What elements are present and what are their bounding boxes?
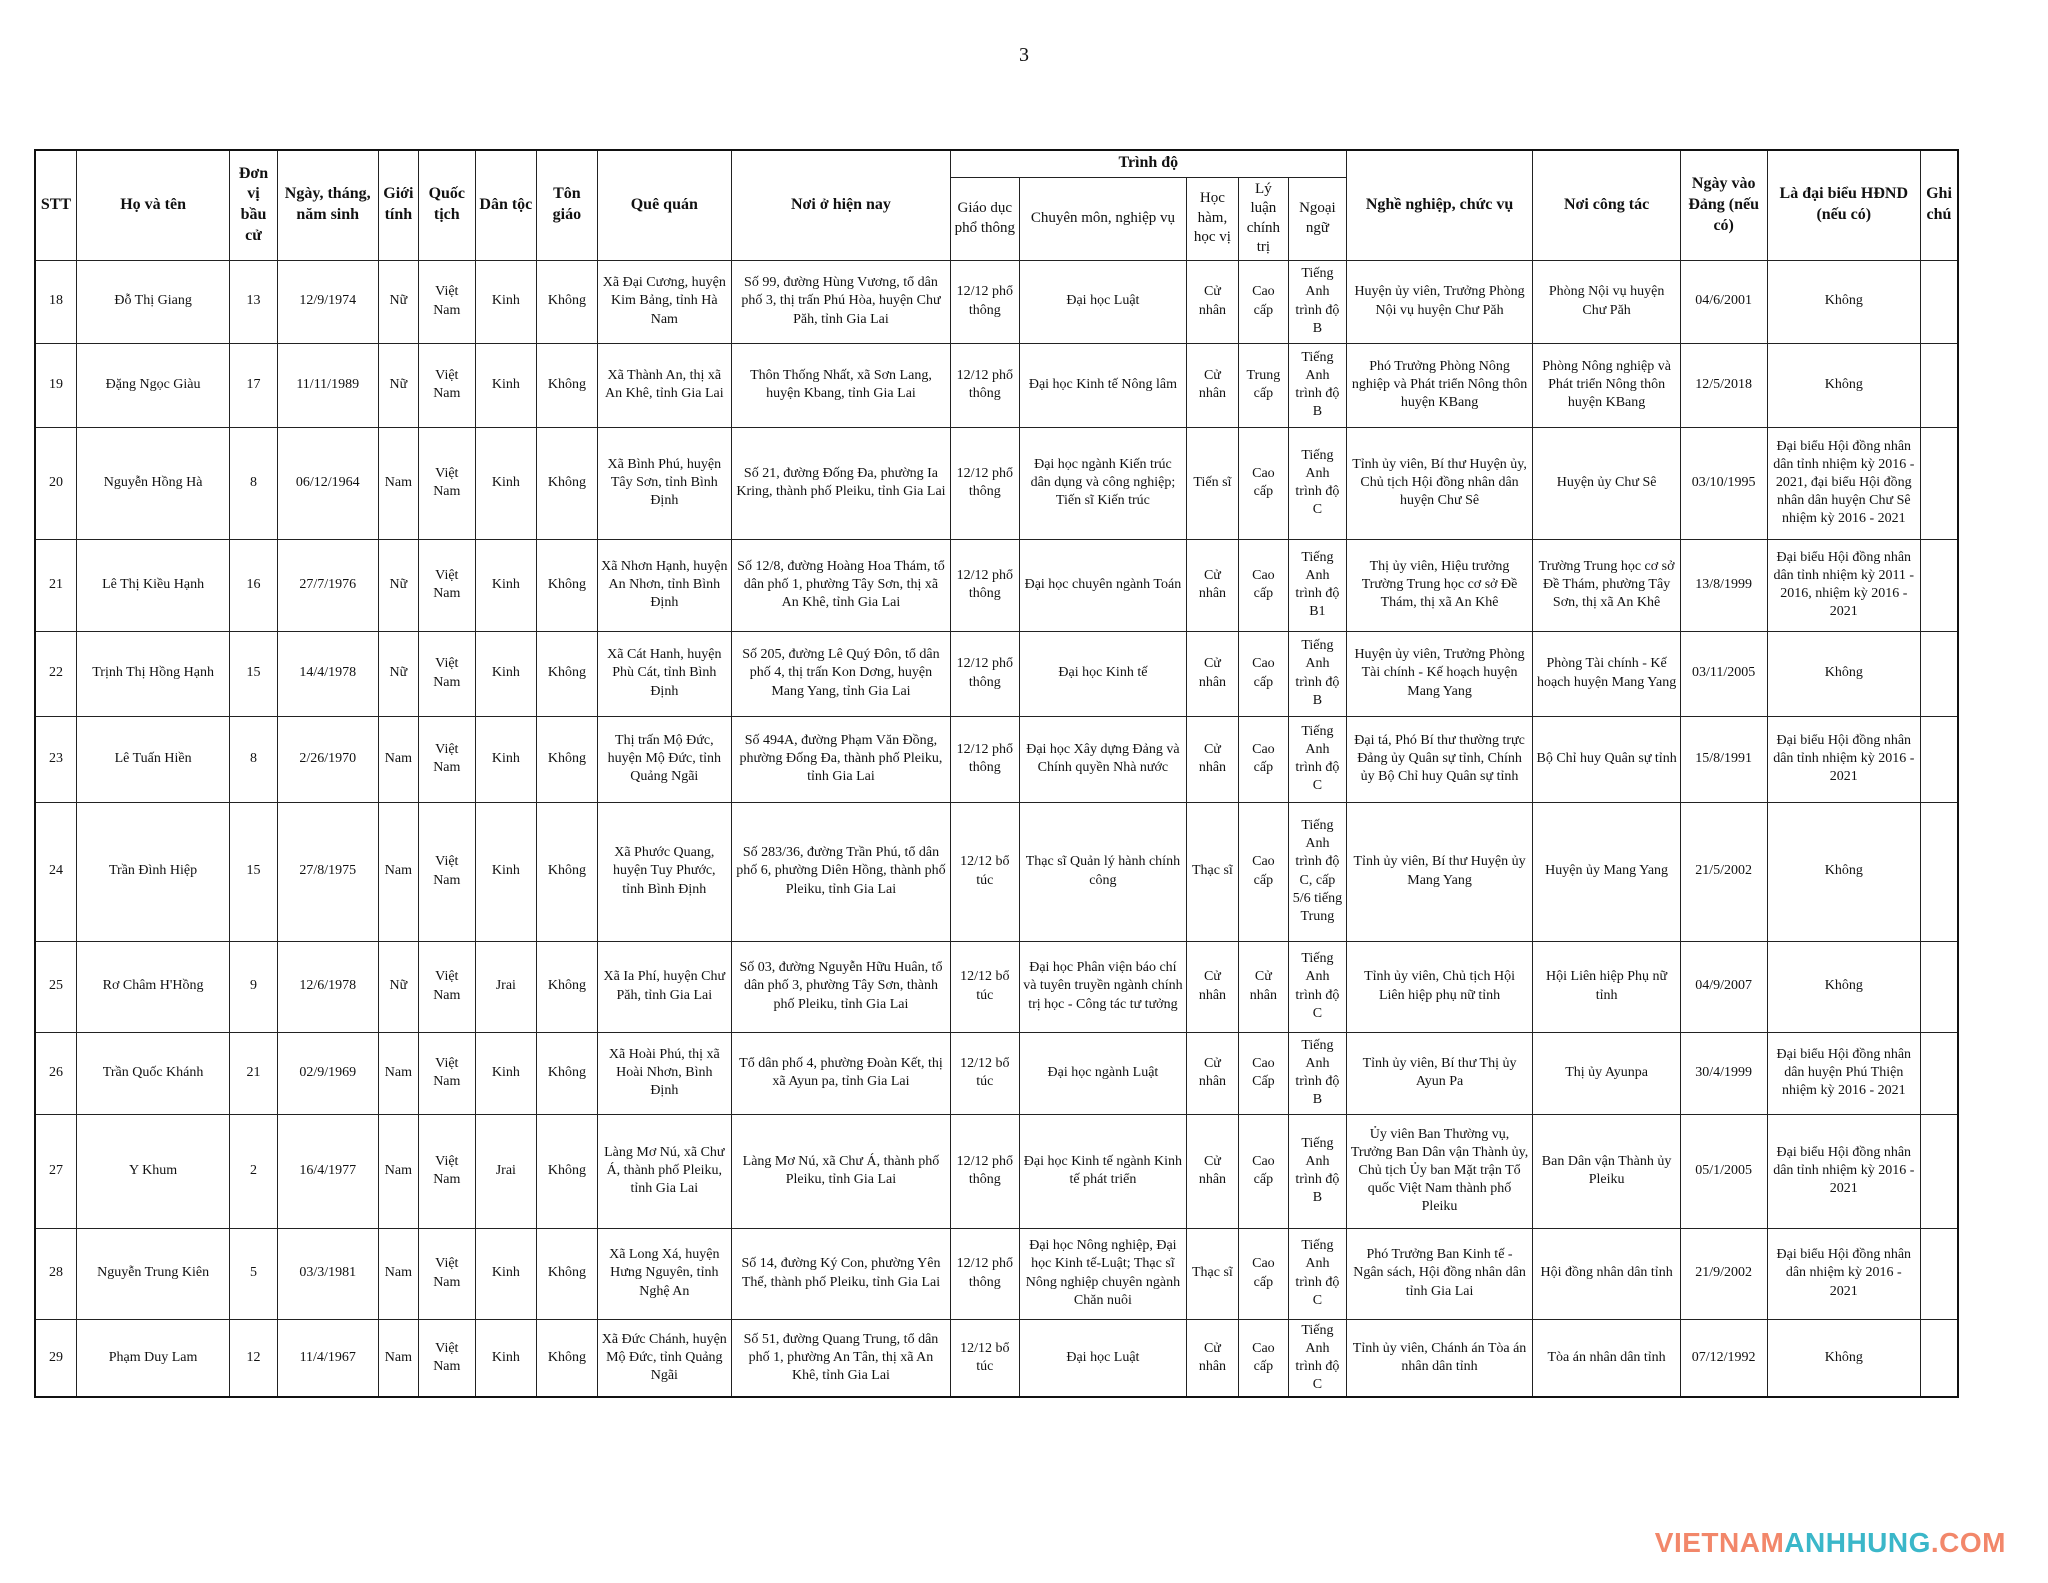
- table-row: [35, 1114, 1958, 1228]
- cell-ethnic: Kinh: [475, 802, 537, 941]
- table-row: [35, 343, 1958, 427]
- cell-party-date: 03/11/2005: [1680, 631, 1767, 716]
- cell-nation: Việt Nam: [419, 1114, 476, 1228]
- cell-major: Đại học Luật: [1019, 260, 1187, 343]
- cell-religion: Không: [537, 1319, 598, 1397]
- table-row: [35, 260, 1958, 343]
- cell-delegate: Không: [1767, 941, 1920, 1032]
- cell-job: Phó Trưởng Phòng Nông nghiệp và Phát triển Nông thôn huyện KBang: [1346, 343, 1533, 427]
- cell-sex: Nữ: [378, 260, 418, 343]
- cell-unit: 8: [230, 427, 277, 539]
- cell-workplace: Phòng Nội vụ huyện Chư Păh: [1533, 260, 1680, 343]
- cell-ethnic: Kinh: [475, 539, 537, 631]
- cell-sex: Nữ: [378, 343, 418, 427]
- cell-note: [1921, 941, 1959, 1032]
- cell-nation: Việt Nam: [419, 343, 476, 427]
- cell-unit: 8: [230, 716, 277, 802]
- cell-name: Y Khum: [76, 1114, 229, 1228]
- cell-note: [1921, 802, 1959, 941]
- col-workplace: Nơi công tác: [1533, 150, 1680, 260]
- col-religion: Tôn giáo: [537, 150, 598, 260]
- cell-residence: Thôn Thống Nhất, xã Sơn Lang, huyện Kbang, tỉnh Gia Lai: [731, 343, 950, 427]
- cell-party-date: 15/8/1991: [1680, 716, 1767, 802]
- cell-ethnic: Kinh: [475, 716, 537, 802]
- cell-degree: Cử nhân: [1187, 343, 1238, 427]
- cell-ethnic: Jrai: [475, 1114, 537, 1228]
- cell-job: Tỉnh ủy viên, Bí thư Thị ủy Ayun Pa: [1346, 1032, 1533, 1114]
- cell-sex: Nam: [378, 1319, 418, 1397]
- watermark: [1655, 1527, 2006, 1559]
- cell-major: Đại học chuyên ngành Toán: [1019, 539, 1187, 631]
- cell-residence: Số 51, đường Quang Trung, tổ dân phố 1, phường An Tân, thị xã An Khê, tỉnh Gia Lai: [731, 1319, 950, 1397]
- cell-stt: 20: [35, 427, 76, 539]
- cell-residence: Số 494A, đường Phạm Văn Đồng, phường Đống Đa, thành phố Pleiku, tỉnh Gia Lai: [731, 716, 950, 802]
- cell-dob: 03/3/1981: [277, 1228, 378, 1319]
- cell-delegate: Đại biểu Hội đồng nhân dân huyện Phú Thiện nhiệm kỳ 2016 - 2021: [1767, 1032, 1920, 1114]
- cell-language: Tiếng Anh trình độ C, cấp 5/6 tiếng Trung: [1289, 802, 1347, 941]
- cell-sex: Nam: [378, 1114, 418, 1228]
- cell-gdpt: 12/12 bổ túc: [950, 941, 1019, 1032]
- cell-religion: Không: [537, 260, 598, 343]
- cell-residence: Số 99, đường Hùng Vương, tổ dân phố 3, thị trấn Phú Hòa, huyện Chư Păh, tỉnh Gia Lai: [731, 260, 950, 343]
- cell-dob: 02/9/1969: [277, 1032, 378, 1114]
- cell-stt: 22: [35, 631, 76, 716]
- cell-note: [1921, 1032, 1959, 1114]
- cell-workplace: Huyện ủy Chư Sê: [1533, 427, 1680, 539]
- cell-language: Tiếng Anh trình độ C: [1289, 941, 1347, 1032]
- cell-dob: 27/7/1976: [277, 539, 378, 631]
- cell-workplace: Ban Dân vận Thành ủy Pleiku: [1533, 1114, 1680, 1228]
- cell-delegate: Đại biểu Hội đồng nhân dân tỉnh nhiệm kỳ 2011 - 2016, nhiệm kỳ 2016 - 2021: [1767, 539, 1920, 631]
- table-row: [35, 802, 1958, 941]
- cell-religion: Không: [537, 1228, 598, 1319]
- cell-sex: Nữ: [378, 631, 418, 716]
- cell-note: [1921, 631, 1959, 716]
- cell-job: Huyện ủy viên, Trưởng Phòng Nội vụ huyện Chư Păh: [1346, 260, 1533, 343]
- cell-delegate: Không: [1767, 1319, 1920, 1397]
- cell-gdpt: 12/12 bổ túc: [950, 1032, 1019, 1114]
- cell-gdpt: 12/12 bổ túc: [950, 802, 1019, 941]
- cell-delegate: Đại biểu Hội đồng nhân dân tỉnh nhiệm kỳ 2016 - 2021: [1767, 716, 1920, 802]
- cell-dob: 11/11/1989: [277, 343, 378, 427]
- cell-note: [1921, 343, 1959, 427]
- cell-residence: Số 03, đường Nguyễn Hữu Huân, tổ dân phố 3, phường Tây Sơn, thành phố Pleiku, tỉnh Gia Lai: [731, 941, 950, 1032]
- cell-hometown: Thị trấn Mộ Đức, huyện Mộ Đức, tỉnh Quảng Ngãi: [597, 716, 731, 802]
- cell-stt: 29: [35, 1319, 76, 1397]
- cell-ethnic: Kinh: [475, 1032, 537, 1114]
- table-row: [35, 427, 1958, 539]
- cell-unit: 5: [230, 1228, 277, 1319]
- cell-unit: 15: [230, 802, 277, 941]
- cell-degree: Tiến sĩ: [1187, 427, 1238, 539]
- header-row-top: [35, 150, 1958, 177]
- cell-language: Tiếng Anh trình độ C: [1289, 716, 1347, 802]
- cell-stt: 21: [35, 539, 76, 631]
- cell-hometown: Xã Nhơn Hạnh, huyện An Nhơn, tỉnh Bình Định: [597, 539, 731, 631]
- cell-delegate: Không: [1767, 260, 1920, 343]
- cell-name: Rơ Châm H'Hồng: [76, 941, 229, 1032]
- cell-stt: 26: [35, 1032, 76, 1114]
- cell-workplace: Phòng Nông nghiệp và Phát triển Nông thôn huyện KBang: [1533, 343, 1680, 427]
- cell-hometown: Xã Bình Phú, huyện Tây Sơn, tỉnh Bình Định: [597, 427, 731, 539]
- cell-gdpt: 12/12 phổ thông: [950, 1228, 1019, 1319]
- cell-residence: Số 205, đường Lê Quý Đôn, tổ dân phố 4, thị trấn Kon Dơng, huyện Mang Yang, tỉnh Gia Lai: [731, 631, 950, 716]
- cell-workplace: Bộ Chỉ huy Quân sự tỉnh: [1533, 716, 1680, 802]
- cell-party-date: 04/6/2001: [1680, 260, 1767, 343]
- cell-religion: Không: [537, 941, 598, 1032]
- col-note: Ghi chú: [1921, 150, 1959, 260]
- cell-unit: 16: [230, 539, 277, 631]
- cell-delegate: Không: [1767, 631, 1920, 716]
- col-stt: STT: [35, 150, 76, 260]
- cell-workplace: Tòa án nhân dân tỉnh: [1533, 1319, 1680, 1397]
- cell-dob: 12/9/1974: [277, 260, 378, 343]
- cell-name: Đỗ Thị Giang: [76, 260, 229, 343]
- cell-name: Trịnh Thị Hồng Hạnh: [76, 631, 229, 716]
- cell-politics: Cao cấp: [1238, 427, 1288, 539]
- cell-workplace: Hội đồng nhân dân tỉnh: [1533, 1228, 1680, 1319]
- cell-dob: 27/8/1975: [277, 802, 378, 941]
- cell-name: Trần Quốc Khánh: [76, 1032, 229, 1114]
- cell-name: Lê Tuấn Hiền: [76, 716, 229, 802]
- cell-name: Lê Thị Kiều Hạnh: [76, 539, 229, 631]
- cell-major: Đại học Nông nghiệp, Đại học Kinh tế-Luật; Thạc sĩ Nông nghiệp chuyên ngành Chăn nuôi: [1019, 1228, 1187, 1319]
- cell-major: Đại học Xây dựng Đảng và Chính quyền Nhà nước: [1019, 716, 1187, 802]
- cell-politics: Trung cấp: [1238, 343, 1288, 427]
- cell-gdpt: 12/12 phổ thông: [950, 539, 1019, 631]
- cell-residence: Số 21, đường Đống Đa, phường Ia Kring, thành phố Pleiku, tỉnh Gia Lai: [731, 427, 950, 539]
- cell-job: Ủy viên Ban Thường vụ, Trưởng Ban Dân vận Thành ủy, Chủ tịch Ủy ban Mặt trận Tổ quốc Việt Nam thành phố Pleiku: [1346, 1114, 1533, 1228]
- cell-delegate: Không: [1767, 802, 1920, 941]
- col-name: Họ và tên: [76, 150, 229, 260]
- cell-name: Trần Đình Hiệp: [76, 802, 229, 941]
- cell-ethnic: Kinh: [475, 260, 537, 343]
- cell-note: [1921, 260, 1959, 343]
- col-hometown: Quê quán: [597, 150, 731, 260]
- cell-party-date: 12/5/2018: [1680, 343, 1767, 427]
- cell-hometown: Xã Phước Quang, huyện Tuy Phước, tỉnh Bình Định: [597, 802, 731, 941]
- cell-degree: Thạc sĩ: [1187, 802, 1238, 941]
- cell-hometown: Xã Đại Cương, huyện Kim Bảng, tỉnh Hà Nam: [597, 260, 731, 343]
- cell-hometown: Làng Mơ Nú, xã Chư Á, thành phố Pleiku, tỉnh Gia Lai: [597, 1114, 731, 1228]
- cell-language: Tiếng Anh trình độ B: [1289, 343, 1347, 427]
- cell-gdpt: 12/12 phổ thông: [950, 427, 1019, 539]
- cell-stt: 19: [35, 343, 76, 427]
- cell-name: Nguyễn Hồng Hà: [76, 427, 229, 539]
- table-row: [35, 716, 1958, 802]
- cell-politics: Cao cấp: [1238, 1114, 1288, 1228]
- cell-religion: Không: [537, 427, 598, 539]
- cell-party-date: 21/9/2002: [1680, 1228, 1767, 1319]
- cell-nation: Việt Nam: [419, 716, 476, 802]
- cell-religion: Không: [537, 802, 598, 941]
- cell-ethnic: Kinh: [475, 1319, 537, 1397]
- cell-note: [1921, 427, 1959, 539]
- table-row: [35, 631, 1958, 716]
- cell-language: Tiếng Anh trình độ C: [1289, 427, 1347, 539]
- cell-workplace: Huyện ủy Mang Yang: [1533, 802, 1680, 941]
- cell-major: Đại học Luật: [1019, 1319, 1187, 1397]
- cell-religion: Không: [537, 716, 598, 802]
- table-row: [35, 1032, 1958, 1114]
- cell-politics: Cao cấp: [1238, 1228, 1288, 1319]
- cell-dob: 14/4/1978: [277, 631, 378, 716]
- cell-party-date: 07/12/1992: [1680, 1319, 1767, 1397]
- cell-degree: Cử nhân: [1187, 539, 1238, 631]
- cell-religion: Không: [537, 1032, 598, 1114]
- col-education-group: Trình độ: [950, 150, 1346, 177]
- cell-nation: Việt Nam: [419, 1032, 476, 1114]
- cell-language: Tiếng Anh trình độ B: [1289, 1032, 1347, 1114]
- cell-unit: 2: [230, 1114, 277, 1228]
- cell-degree: Cử nhân: [1187, 631, 1238, 716]
- col-degree: Học hàm, học vị: [1187, 177, 1238, 260]
- cell-gdpt: 12/12 phổ thông: [950, 631, 1019, 716]
- cell-residence: Làng Mơ Nú, xã Chư Á, thành phố Pleiku, tỉnh Gia Lai: [731, 1114, 950, 1228]
- cell-note: [1921, 1319, 1959, 1397]
- cell-delegate: Đại biểu Hội đồng nhân dân nhiệm kỳ 2016 - 2021: [1767, 1228, 1920, 1319]
- cell-major: Đại học Kinh tế Nông lâm: [1019, 343, 1187, 427]
- cell-language: Tiếng Anh trình độ B: [1289, 1114, 1347, 1228]
- page-number: 3: [1019, 44, 1029, 66]
- cell-sex: Nam: [378, 716, 418, 802]
- cell-stt: 18: [35, 260, 76, 343]
- cell-job: Phó Trưởng Ban Kinh tế - Ngân sách, Hội đồng nhân dân tỉnh Gia Lai: [1346, 1228, 1533, 1319]
- cell-stt: 27: [35, 1114, 76, 1228]
- cell-sex: Nam: [378, 1032, 418, 1114]
- cell-ethnic: Kinh: [475, 631, 537, 716]
- watermark-part-1: VIETNAM: [1654, 1527, 1785, 1558]
- table-row: [35, 1228, 1958, 1319]
- cell-ethnic: Kinh: [475, 343, 537, 427]
- cell-nation: Việt Nam: [419, 631, 476, 716]
- cell-party-date: 05/1/2005: [1680, 1114, 1767, 1228]
- cell-major: Đại học Kinh tế ngành Kinh tế phát triển: [1019, 1114, 1187, 1228]
- cell-politics: Cao cấp: [1238, 802, 1288, 941]
- cell-politics: Cử nhân: [1238, 941, 1288, 1032]
- cell-ethnic: Jrai: [475, 941, 537, 1032]
- cell-language: Tiếng Anh trình độ B: [1289, 260, 1347, 343]
- cell-name: Phạm Duy Lam: [76, 1319, 229, 1397]
- cell-politics: Cao cấp: [1238, 260, 1288, 343]
- cell-nation: Việt Nam: [419, 1319, 476, 1397]
- cell-gdpt: 12/12 phổ thông: [950, 1114, 1019, 1228]
- cell-delegate: Đại biểu Hội đồng nhân dân tỉnh nhiệm kỳ 2016 - 2021: [1767, 1114, 1920, 1228]
- cell-job: Tỉnh ủy viên, Bí thư Huyện ủy Mang Yang: [1346, 802, 1533, 941]
- cell-major: Đại học ngành Kiến trúc dân dụng và công nghiệp; Tiến sĩ Kiến trúc: [1019, 427, 1187, 539]
- cell-major: Đại học ngành Luật: [1019, 1032, 1187, 1114]
- col-language: Ngoại ngữ: [1289, 177, 1347, 260]
- cell-stt: 24: [35, 802, 76, 941]
- cell-dob: 16/4/1977: [277, 1114, 378, 1228]
- cell-party-date: 04/9/2007: [1680, 941, 1767, 1032]
- cell-degree: Cử nhân: [1187, 716, 1238, 802]
- col-job: Nghề nghiệp, chức vụ: [1346, 150, 1533, 260]
- cell-stt: 23: [35, 716, 76, 802]
- candidate-table: [34, 149, 1959, 1398]
- cell-language: Tiếng Anh trình độ C: [1289, 1228, 1347, 1319]
- cell-nation: Việt Nam: [419, 1228, 476, 1319]
- cell-dob: 12/6/1978: [277, 941, 378, 1032]
- table-row: [35, 539, 1958, 631]
- cell-unit: 17: [230, 343, 277, 427]
- cell-workplace: Thị ủy Ayunpa: [1533, 1032, 1680, 1114]
- col-residence: Nơi ở hiện nay: [731, 150, 950, 260]
- cell-name: Đặng Ngọc Giàu: [76, 343, 229, 427]
- watermark-part-2: ANHHUNG: [1784, 1527, 1931, 1558]
- cell-degree: Cử nhân: [1187, 1319, 1238, 1397]
- cell-major: Đại học Kinh tế: [1019, 631, 1187, 716]
- cell-politics: Cao cấp: [1238, 1319, 1288, 1397]
- cell-gdpt: 12/12 phổ thông: [950, 260, 1019, 343]
- col-major: Chuyên môn, nghiệp vụ: [1019, 177, 1187, 260]
- cell-note: [1921, 716, 1959, 802]
- cell-dob: 06/12/1964: [277, 427, 378, 539]
- cell-delegate: Không: [1767, 343, 1920, 427]
- col-gdpt: Giáo dục phổ thông: [950, 177, 1019, 260]
- cell-job: Đại tá, Phó Bí thư thường trực Đảng ủy Quân sự tỉnh, Chính ủy Bộ Chỉ huy Quân sự tỉnh: [1346, 716, 1533, 802]
- cell-politics: Cao Cấp: [1238, 1032, 1288, 1114]
- cell-politics: Cao cấp: [1238, 539, 1288, 631]
- cell-unit: 12: [230, 1319, 277, 1397]
- cell-gdpt: 12/12 phổ thông: [950, 716, 1019, 802]
- cell-job: Tỉnh ủy viên, Chánh án Tòa án nhân dân tỉnh: [1346, 1319, 1533, 1397]
- cell-nation: Việt Nam: [419, 941, 476, 1032]
- cell-degree: Cử nhân: [1187, 941, 1238, 1032]
- cell-gdpt: 12/12 phổ thông: [950, 343, 1019, 427]
- cell-nation: Việt Nam: [419, 260, 476, 343]
- cell-job: Tỉnh ủy viên, Chủ tịch Hội Liên hiệp phụ nữ tỉnh: [1346, 941, 1533, 1032]
- cell-major: Đại học Phân viện báo chí và tuyên truyền ngành chính trị học - Công tác tư tưởng: [1019, 941, 1187, 1032]
- cell-residence: Số 283/36, đường Trần Phú, tổ dân phố 6, phường Diên Hồng, thành phố Pleiku, tỉnh Gia Lai: [731, 802, 950, 941]
- cell-hometown: Xã Đức Chánh, huyện Mộ Đức, tỉnh Quảng Ngãi: [597, 1319, 731, 1397]
- cell-degree: Thạc sĩ: [1187, 1228, 1238, 1319]
- cell-nation: Việt Nam: [419, 539, 476, 631]
- col-party-date: Ngày vào Đảng (nếu có): [1680, 150, 1767, 260]
- cell-party-date: 30/4/1999: [1680, 1032, 1767, 1114]
- col-nation: Quốc tịch: [419, 150, 476, 260]
- cell-stt: 28: [35, 1228, 76, 1319]
- cell-unit: 21: [230, 1032, 277, 1114]
- cell-sex: Nam: [378, 802, 418, 941]
- cell-hometown: Xã Long Xá, huyện Hưng Nguyên, tỉnh Nghệ An: [597, 1228, 731, 1319]
- cell-politics: Cao cấp: [1238, 716, 1288, 802]
- col-sex: Giới tính: [378, 150, 418, 260]
- cell-language: Tiếng Anh trình độ B1: [1289, 539, 1347, 631]
- cell-delegate: Đại biểu Hội đồng nhân dân tỉnh nhiệm kỳ 2016 - 2021, đại biểu Hội đồng nhân dân huyện Chư Sê nhiệm kỳ 2016 - 2021: [1767, 427, 1920, 539]
- cell-stt: 25: [35, 941, 76, 1032]
- cell-party-date: 03/10/1995: [1680, 427, 1767, 539]
- cell-sex: Nam: [378, 427, 418, 539]
- cell-politics: Cao cấp: [1238, 631, 1288, 716]
- cell-party-date: 21/5/2002: [1680, 802, 1767, 941]
- cell-language: Tiếng Anh trình độ C: [1289, 1319, 1347, 1397]
- cell-language: Tiếng Anh trình độ B: [1289, 631, 1347, 716]
- cell-job: Huyện ủy viên, Trưởng Phòng Tài chính - Kế hoạch huyện Mang Yang: [1346, 631, 1533, 716]
- cell-workplace: Hội Liên hiệp Phụ nữ tỉnh: [1533, 941, 1680, 1032]
- cell-job: Tỉnh ủy viên, Bí thư Huyện ủy, Chủ tịch Hội đồng nhân dân huyện Chư Sê: [1346, 427, 1533, 539]
- cell-residence: Số 14, đường Ký Con, phường Yên Thế, thành phố Pleiku, tỉnh Gia Lai: [731, 1228, 950, 1319]
- cell-party-date: 13/8/1999: [1680, 539, 1767, 631]
- cell-religion: Không: [537, 631, 598, 716]
- cell-job: Thị ủy viên, Hiệu trưởng Trường Trung học cơ sở Đề Thám, thị xã An Khê: [1346, 539, 1533, 631]
- col-politics: Lý luận chính trị: [1238, 177, 1288, 260]
- cell-hometown: Xã Ia Phí, huyện Chư Păh, tỉnh Gia Lai: [597, 941, 731, 1032]
- cell-residence: Số 12/8, đường Hoàng Hoa Thám, tổ dân phố 1, phường Tây Sơn, thị xã An Khê, tỉnh Gia Lai: [731, 539, 950, 631]
- cell-unit: 9: [230, 941, 277, 1032]
- cell-sex: Nữ: [378, 539, 418, 631]
- cell-name: Nguyễn Trung Kiên: [76, 1228, 229, 1319]
- cell-hometown: Xã Cát Hanh, huyện Phù Cát, tỉnh Bình Định: [597, 631, 731, 716]
- cell-nation: Việt Nam: [419, 427, 476, 539]
- cell-religion: Không: [537, 343, 598, 427]
- table-row: [35, 941, 1958, 1032]
- cell-workplace: Trường Trung học cơ sở Đề Thám, phường Tây Sơn, thị xã An Khê: [1533, 539, 1680, 631]
- cell-hometown: Xã Hoài Phú, thị xã Hoài Nhơn, Bình Định: [597, 1032, 731, 1114]
- cell-workplace: Phòng Tài chính - Kế hoạch huyện Mang Yang: [1533, 631, 1680, 716]
- cell-note: [1921, 539, 1959, 631]
- cell-sex: Nam: [378, 1228, 418, 1319]
- cell-degree: Cử nhân: [1187, 260, 1238, 343]
- watermark-part-3: .COM: [1930, 1527, 2006, 1558]
- cell-hometown: Xã Thành An, thị xã An Khê, tỉnh Gia Lai: [597, 343, 731, 427]
- cell-ethnic: Kinh: [475, 427, 537, 539]
- cell-unit: 13: [230, 260, 277, 343]
- table-body: [35, 260, 1958, 1397]
- col-dob: Ngày, tháng, năm sinh: [277, 150, 378, 260]
- cell-major: Thạc sĩ Quản lý hành chính công: [1019, 802, 1187, 941]
- cell-sex: Nữ: [378, 941, 418, 1032]
- cell-unit: 15: [230, 631, 277, 716]
- cell-note: [1921, 1228, 1959, 1319]
- cell-residence: Tổ dân phố 4, phường Đoàn Kết, thị xã Ayun pa, tỉnh Gia Lai: [731, 1032, 950, 1114]
- col-delegate: Là đại biểu HĐND (nếu có): [1767, 150, 1920, 260]
- cell-nation: Việt Nam: [419, 802, 476, 941]
- cell-degree: Cử nhân: [1187, 1032, 1238, 1114]
- cell-religion: Không: [537, 1114, 598, 1228]
- col-ethnic: Dân tộc: [475, 150, 537, 260]
- table-row: [35, 1319, 1958, 1397]
- cell-dob: 2/26/1970: [277, 716, 378, 802]
- cell-gdpt: 12/12 bổ túc: [950, 1319, 1019, 1397]
- cell-dob: 11/4/1967: [277, 1319, 378, 1397]
- col-unit: Đơn vị bầu cử: [230, 150, 277, 260]
- cell-ethnic: Kinh: [475, 1228, 537, 1319]
- cell-religion: Không: [537, 539, 598, 631]
- cell-note: [1921, 1114, 1959, 1228]
- cell-degree: Cử nhân: [1187, 1114, 1238, 1228]
